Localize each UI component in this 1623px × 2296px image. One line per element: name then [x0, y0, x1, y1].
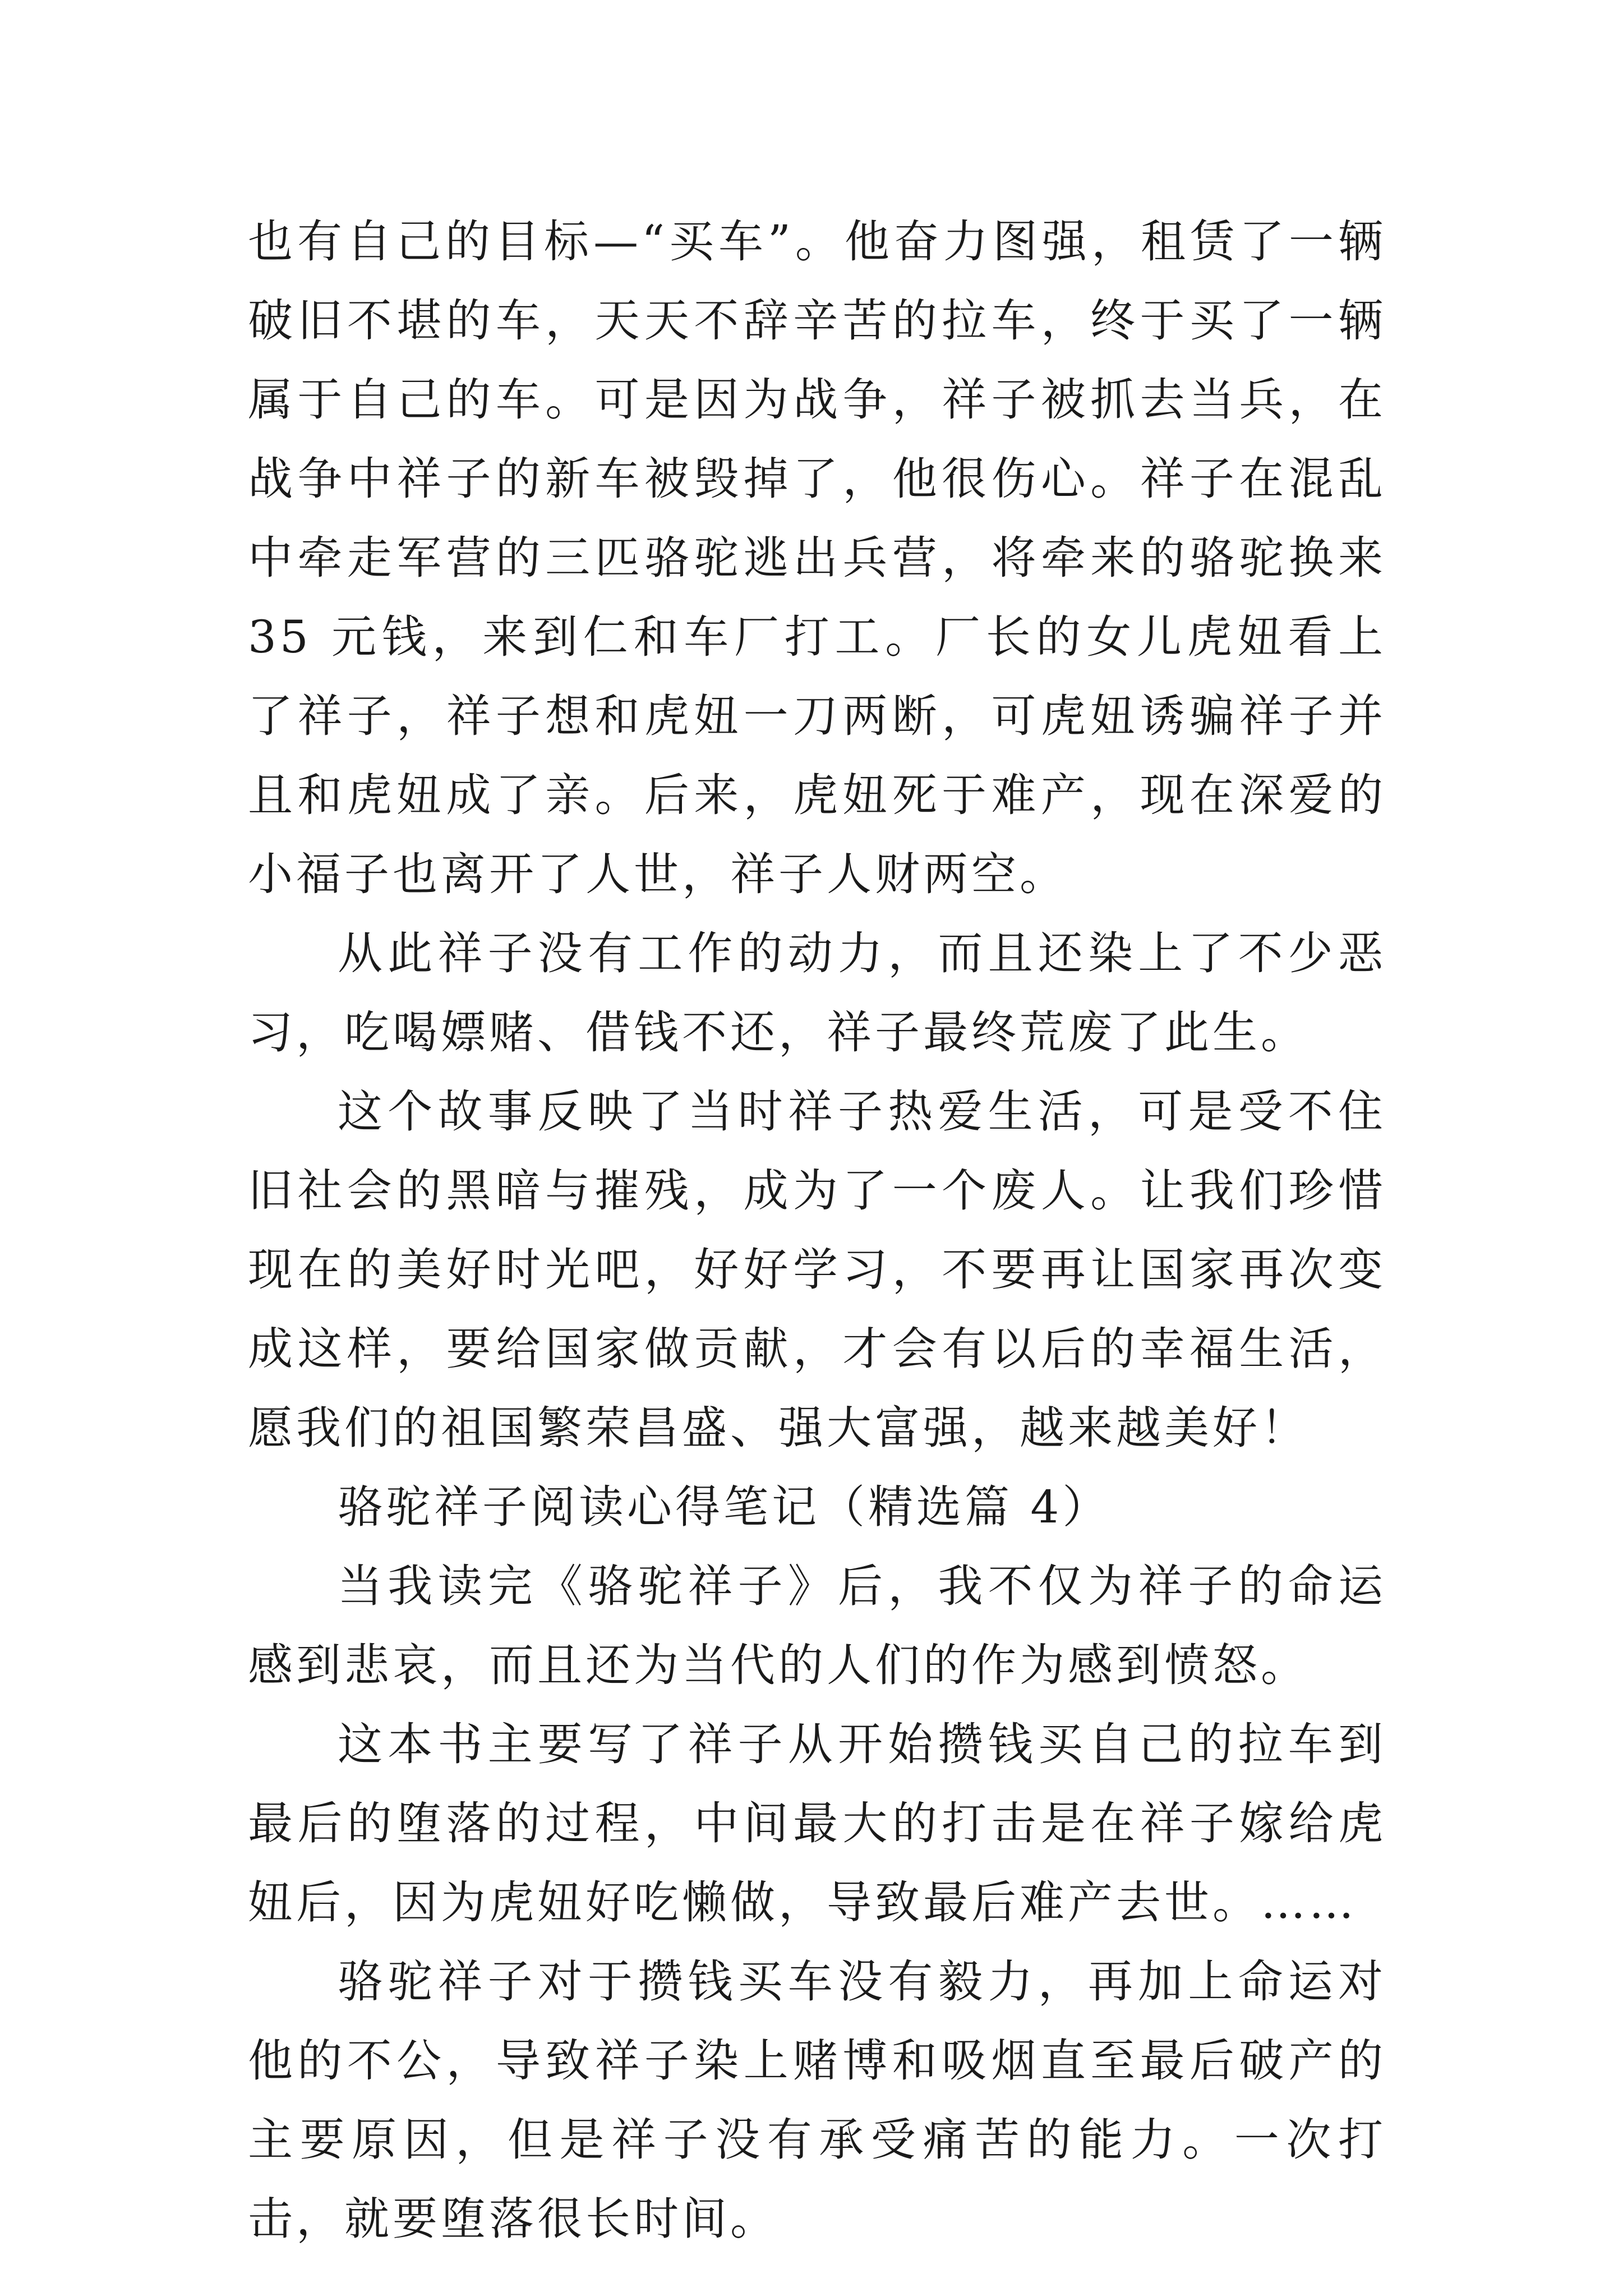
paragraph-1: 也有自己的目标—“买车”。他奋力图强，租赁了一辆破旧不堪的车，天天不辞辛苦的拉车，终于买了一辆属于自己的车。可是因为战争，祥子被抓去当兵，在战争中祥子的新车被毁掉了，他很伤心。祥子在混乱中牵走军营的三匹骆驼逃出兵营，将牵来的骆驼换来 35 元钱，来到仁和车厂打工。厂长的女儿虎妞看上了祥子，祥子想和虎妞一刀两断，可虎妞诱骗祥子并且和虎妞成了亲。后来，虎妞死于难产，现在深爱的小福子也离开了人世，祥子人财两空。: [248, 215, 1386, 900]
paragraph-6: 骆驼祥子对于攒钱买车没有毅力，再加上命运对他的不公，导致祥子染上赌博和吸烟直至最后破产的主要原因，但是祥子没有承受痛苦的能力。一次打击，就要堕落很长时间。: [248, 1955, 1386, 2245]
paragraph-3: 这个故事反映了当时祥子热爱生活，可是受不住旧社会的黑暗与摧残，成为了一个废人。让我们珍惜现在的美好时光吧，好好学习，不要再让国家再次变成这样，要给国家做贡献，才会有以后的幸福生活，愿我们的祖国繁荣昌盛、强大富强，越来越美好！: [248, 1085, 1386, 1454]
section-heading: 骆驼祥子阅读心得笔记（精选篇 4）: [338, 1481, 1111, 1533]
paragraph-4: 当我读完《骆驼祥子》后，我不仅为祥子的命运感到悲哀，而且还为当代的人们的作为感到愤怒。: [248, 1560, 1386, 1691]
document-body: [248, 202, 1386, 2258]
paragraph-2: 从此祥子没有工作的动力，而且还染上了不少恶习，吃喝嫖赌、借钱不还，祥子最终荒废了此生。: [248, 927, 1386, 1059]
paragraph-5: 这本书主要写了祥子从开始攒钱买自己的拉车到最后的堕落的过程，中间最大的打击是在祥子嫁给虎妞后，因为虎妞好吃懒做，导致最后难产去世。……: [248, 1718, 1386, 1929]
